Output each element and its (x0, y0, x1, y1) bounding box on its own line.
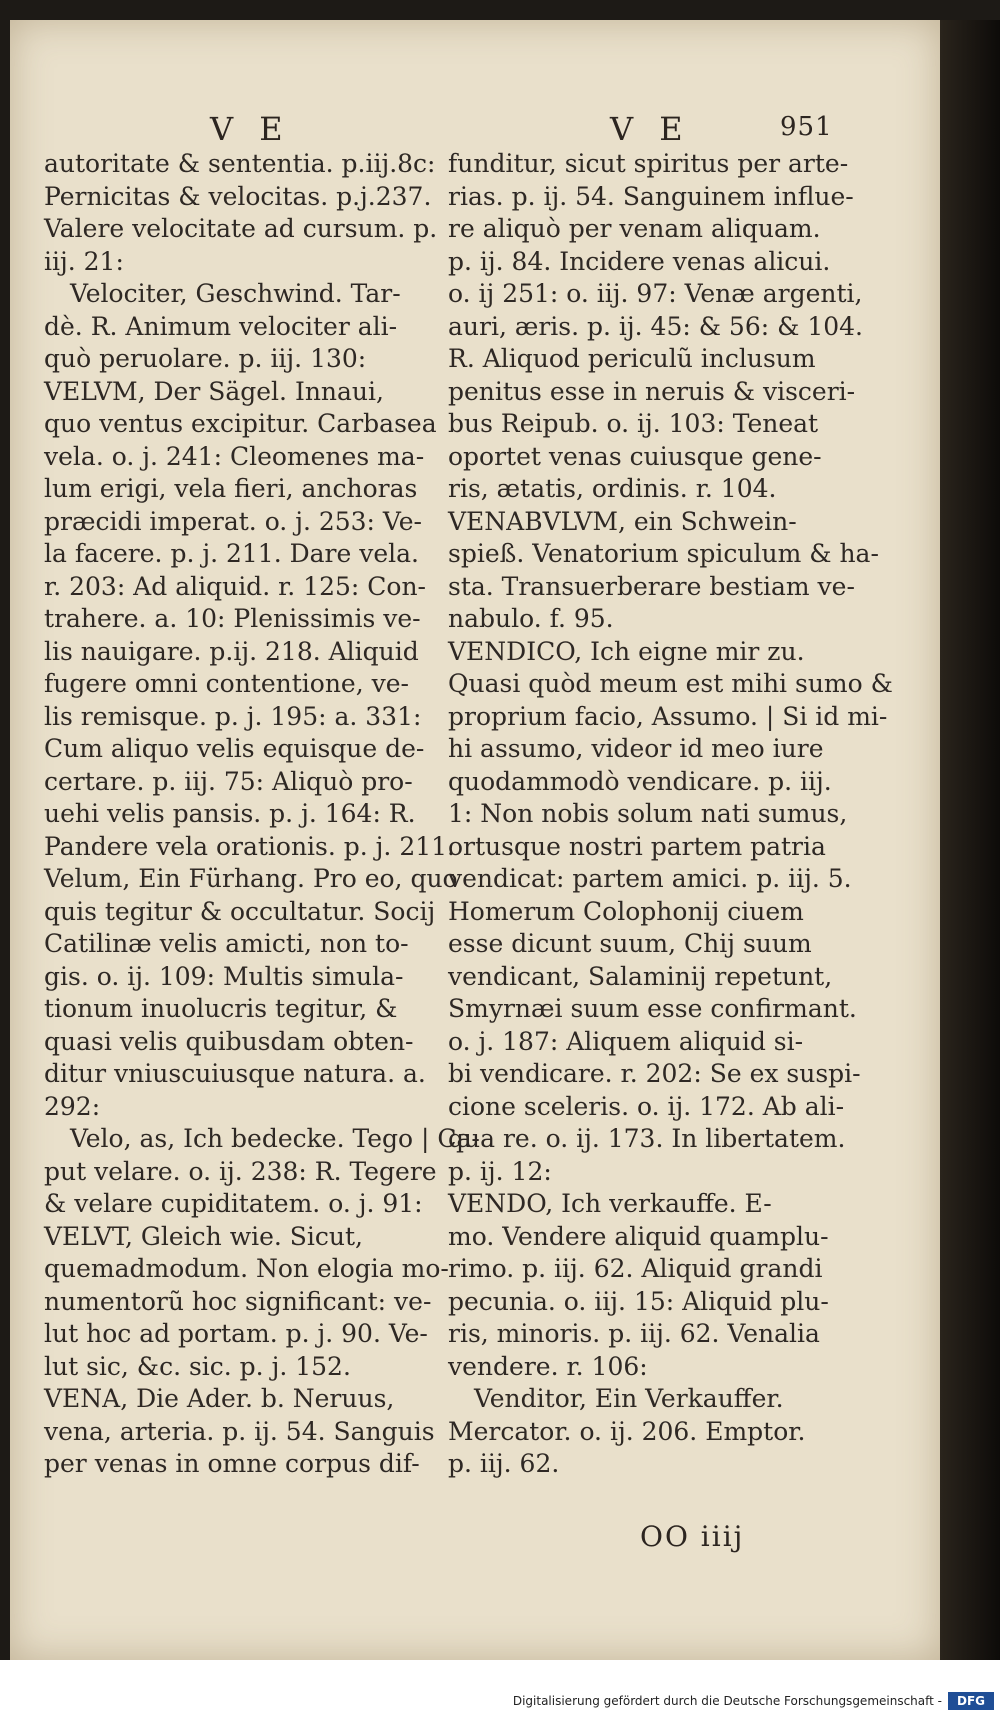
text-line: Cum aliquo velis equisque de- (44, 734, 425, 763)
text-line: VELVM, Der Sägel. Innaui, (44, 376, 384, 406)
text-line: Mercator. o. ij. 206. Emptor. (448, 1416, 806, 1446)
text-line: sta. Transuerberare bestiam ve- (448, 571, 855, 601)
text-line: per venas in omne corpus dif- (44, 1449, 420, 1478)
text-line: tionum inuolucris tegitur, & (44, 994, 398, 1023)
text-line: Venditor, Ein Verkauffer. (474, 1384, 784, 1413)
text-line: p. ij. 84. Incidere venas alicui. (448, 246, 831, 276)
text-line: ris, ætatis, ordinis. r. 104. (448, 474, 777, 503)
text-line: R. Aliquod periculũ inclusum (448, 344, 816, 373)
text-line: VENABVLVM, ein Schwein- (448, 506, 797, 536)
text-line: 292: (44, 1091, 101, 1121)
text-line: proprium facio, Assumo. | Si id mi- (448, 701, 888, 731)
text-line: Pernicitas & velocitas. p.j.237. (44, 181, 432, 211)
text-line: iij. 21: (44, 246, 124, 276)
text-line: Velo, as, Ich bedecke. Tego | Ca- (70, 1124, 480, 1153)
running-head-right: V E (610, 110, 691, 148)
text-line: rias. p. ij. 54. Sanguinem influe- (448, 181, 854, 211)
text-line: cione sceleris. o. ij. 172. Ab ali- (448, 1091, 845, 1121)
text-line: funditur, sicut spiritus per arte- (448, 149, 849, 178)
text-line: Quasi quòd meum est mihi sumo & (448, 669, 893, 698)
text-line: o. j. 187: Aliquem aliquid si- (448, 1026, 804, 1056)
signature-mark: OO iiij (640, 1520, 745, 1553)
text-line: lis remisque. p. j. 195: a. 331: (44, 701, 422, 731)
text-line: hi assumo, videor id meo iure (448, 734, 824, 763)
text-line: Valere velocitate ad cursum. p. (44, 214, 438, 243)
text-line: lum erigi, vela fieri, anchoras (44, 474, 418, 503)
funding-credit: Digitalisierung gefördert durch die Deutsche Forschungsgemeinschaft - (512, 1694, 942, 1708)
text-line: mo. Vendere aliquid quamplu- (448, 1221, 829, 1251)
text-line: VENDO, Ich verkauffe. E- (448, 1189, 772, 1218)
text-line: certare. p. iij. 75: Aliquò pro- (44, 766, 413, 796)
text-line: penitus esse in neruis & visceri- (448, 376, 856, 406)
text-line: rimo. p. iij. 62. Aliquid grandi (448, 1254, 823, 1283)
text-line: quemadmodum. Non elogia mo- (44, 1254, 449, 1283)
text-line: quò peruolare. p. iij. 130: (44, 344, 367, 373)
text-line: pecunia. o. iij. 15: Aliquid plu- (448, 1286, 829, 1316)
page-number: 951 (780, 112, 833, 142)
book-page (10, 20, 940, 1660)
text-line: ris, minoris. p. iij. 62. Venalia (448, 1319, 820, 1348)
right-text-column (448, 148, 893, 1481)
text-line: Pandere vela orationis. p. j. 211. (44, 831, 455, 861)
text-line: lis nauigare. p.ij. 218. Aliquid (44, 636, 419, 666)
text-line: uehi velis pansis. p. j. 164: R. (44, 799, 416, 828)
text-line: dè. R. Animum velociter ali- (44, 311, 398, 341)
text-line: Smyrnæi suum esse confirmant. (448, 994, 857, 1023)
text-line: quasi velis quibusdam obten- (44, 1026, 414, 1056)
text-line: VELVT, Gleich wie. Sicut, (44, 1221, 363, 1251)
text-line: Velum, Ein Fürhang. Pro eo, quo (44, 864, 458, 893)
text-line: trahere. a. 10: Plenissimis ve- (44, 604, 421, 633)
text-line: & velare cupiditatem. o. j. 91: (44, 1189, 423, 1218)
text-line: p. iij. 62. (448, 1449, 560, 1478)
text-line: oportet venas cuiusque gene- (448, 441, 822, 471)
scan-background-edge (940, 20, 1000, 1660)
text-line: r. 203: Ad aliquid. r. 125: Con- (44, 571, 426, 601)
text-line: Velociter, Geschwind. Tar- (70, 279, 401, 308)
text-line: p. ij. 12: (448, 1156, 552, 1186)
text-line: gis. o. ij. 109: Multis simula- (44, 961, 404, 991)
text-line: re aliquò per venam aliquam. (448, 214, 821, 243)
text-line: vendicant, Salaminij repetunt, (448, 961, 833, 991)
text-line: vela. o. j. 241: Cleomenes ma- (44, 441, 425, 471)
footer-bar (0, 1660, 1000, 1720)
text-line: auri, æris. p. ij. 45: & 56: & 104. (448, 311, 863, 341)
running-head-left: V E (210, 110, 291, 148)
text-line: lut hoc ad portam. p. j. 90. Ve- (44, 1319, 428, 1348)
text-line: bus Reipub. o. ij. 103: Teneat (448, 409, 819, 438)
text-line: lut sic, &c. sic. p. j. 152. (44, 1351, 351, 1381)
text-line: vena, arteria. p. ij. 54. Sanguis (44, 1416, 435, 1446)
text-line: Catilinæ velis amicti, non to- (44, 929, 409, 958)
text-line: spieß. Venatorium spiculum & ha- (448, 539, 879, 568)
text-line: ditur vniuscuiusque natura. a. (44, 1059, 426, 1088)
text-line: quodammodò vendicare. p. iij. (448, 766, 832, 796)
text-line: vendicat: partem amici. p. iij. 5. (448, 864, 852, 893)
text-line: Homerum Colophonij ciuem (448, 896, 804, 926)
text-line: bi vendicare. r. 202: Se ex suspi- (448, 1059, 861, 1088)
text-line: quis tegitur & occultatur. Socij (44, 896, 436, 926)
text-line: la facere. p. j. 211. Dare vela. (44, 539, 419, 568)
text-line: quo ventus excipitur. Carbasea (44, 409, 437, 438)
text-line: ortusque nostri partem patria (448, 831, 826, 861)
text-line: qua re. o. ij. 173. In libertatem. (448, 1124, 846, 1153)
text-line: put velare. o. ij. 238: R. Tegere (44, 1156, 437, 1186)
text-line: esse dicunt suum, Chij suum (448, 929, 812, 958)
text-line: 1: Non nobis solum nati sumus, (448, 799, 848, 828)
text-line: autoritate & sententia. p.iij.8c: (44, 149, 436, 178)
left-text-column (44, 148, 480, 1481)
text-line: præcidi imperat. o. j. 253: Ve- (44, 506, 422, 536)
text-line: fugere omni contentione, ve- (44, 669, 409, 698)
text-line: VENDICO, Ich eigne mir zu. (448, 636, 805, 666)
text-line: vendere. r. 106: (448, 1351, 648, 1381)
text-line: VENA, Die Ader. b. Neruus, (44, 1384, 395, 1413)
running-header (10, 110, 940, 150)
dfg-logo: DFG (948, 1692, 994, 1710)
text-line: numentorũ hoc significant: ve- (44, 1286, 432, 1316)
text-line: nabulo. f. 95. (448, 604, 614, 633)
text-line: o. ij 251: o. iij. 97: Venæ argenti, (448, 279, 863, 308)
